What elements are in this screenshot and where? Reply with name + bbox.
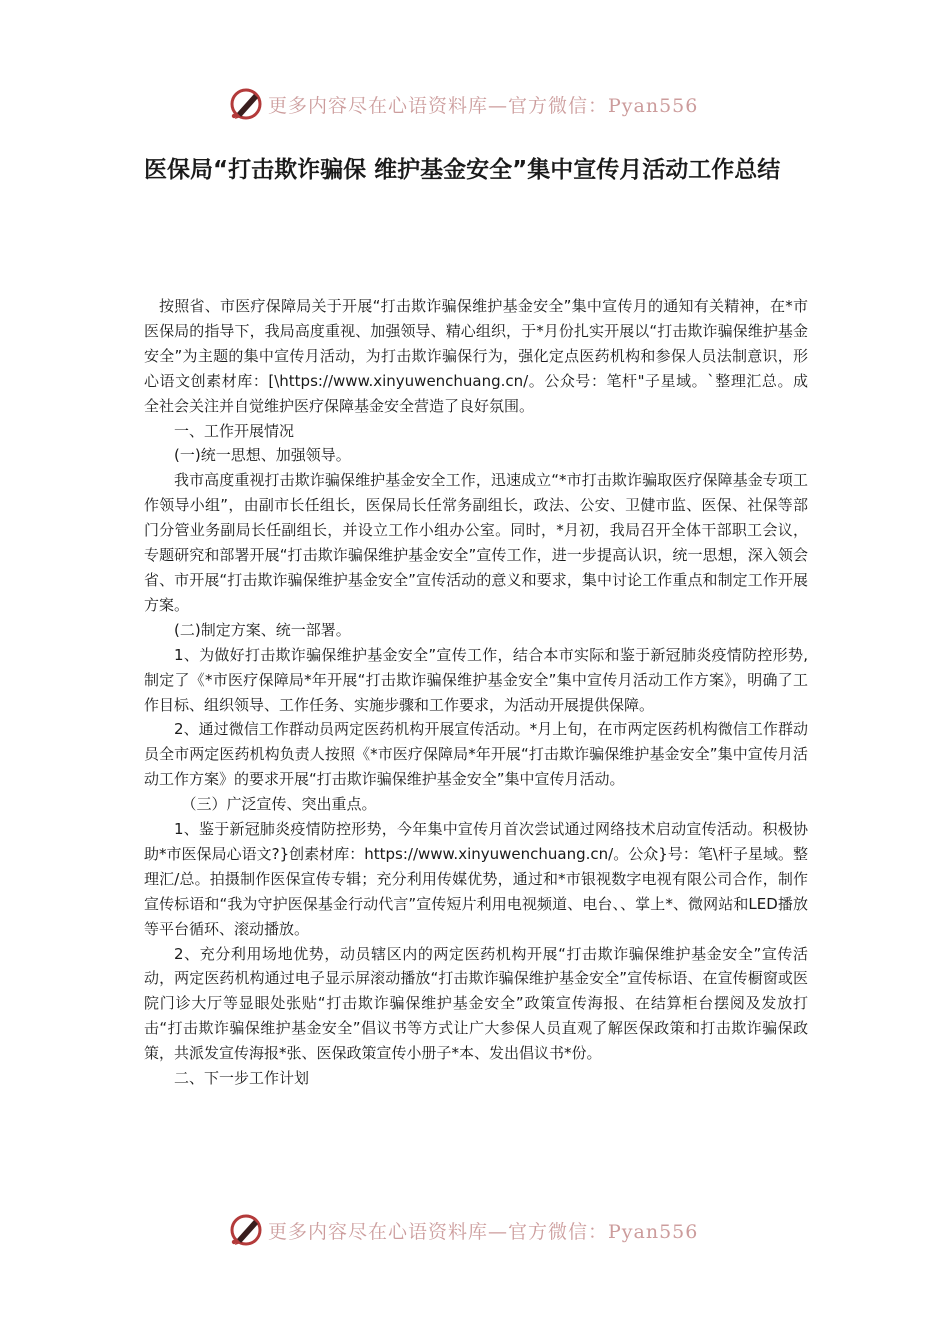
pen-in-circle-icon: [228, 86, 264, 122]
section-heading: 二、下一步工作计划: [174, 1069, 310, 1088]
paragraph: 我市高度重视打击欺诈骗保维护基金安全工作，迅速成立“*市打击欺诈骗取医疗保障基金专项工作领导小组”，由副市长任组长，医保局长任常务副组长，政法、公安、卫健市监、医保、社保等部门分管业务副局长任副组长，并设立工作小组办公室。同时，*月初，我局召开全体干部职工会议，专题研究和部署开展“打击欺诈骗保维护基金安全”宣传工作，进一步提高认识，统一思想，深入领会省、市开展“打击欺诈骗保维护基金安全”宣传活动的意义和要求，集中讨论工作重点和制定工作开展方案。: [144, 471, 808, 614]
paragraph: 2、充分利用场地优势，动员辖区内的两定医药机构开展“打击欺诈骗保维护基金安全”宣传活动，两定医药机构通过电子显示屏滚动播放“打击欺诈骗保维护基金安全”宣传标语、在宣传橱窗或医院门诊大厅等显眼处张贴“打击欺诈骗保维护基金安全”政策宣传海报、在结算柜台摆阅及发放打击“打击欺诈骗保维护基金安全”倡议书等方式让广大参保人员直观了解医保政策和打击欺诈骗保政策，共派发宣传海报*张、医保政策宣传小册子*本、发出倡议书*份。: [144, 944, 808, 1063]
section-heading: 一、工作开展情况: [174, 421, 295, 440]
paragraph: 1、为做好打击欺诈骗保维护基金安全”宣传工作，结合本市实际和鉴于新冠肺炎疫情防控形势,制定了《*市医疗保障局*年开展“打击欺诈骗保维护基金安全”集中宣传月活动工作方案》，明确了工作目标、组织领导、工作任务、实施步骤和工作要求，为活动开展提供保障。: [144, 645, 808, 714]
subsection-heading: (二)制定方案、统一部署。: [174, 620, 351, 639]
banner-text: 更多内容尽在心语资料库—官方微信：Pyan556: [268, 1220, 699, 1243]
paragraph: 1、鉴于新冠肺炎疫情防控形势，今年集中宣传月首次尝试通过网络技术启动宣传活动。积极协助*市医保局心语文?}创素材库：https://www.xinyuwenchuang.cn/。公众}号：笔\杆子星域。整理汇/总。拍摄制作医保宣传专辑；充分利用传媒优势，通过和*市银视数字电视有限公司合作，制作宣传标语和“我为守护医保基金行动代言”宣传短片利用电视频道、电台、、掌上*、微网站和LED播放等平台循环、滚动播放。: [144, 820, 808, 938]
paragraph: 2、通过微信工作群动员两定医药机构开展宣传活动。*月上旬，在市两定医药机构微信工作群动员全市两定医药机构负责人按照《*市医疗保障局*年开展“打击欺诈骗保维护基金安全”集中宣传月活动工作方案》的要求开展“打击欺诈骗保维护基金安全”集中宣传月活动。: [144, 720, 808, 789]
header-banner: [228, 84, 728, 124]
banner-text: 更多内容尽在心语资料库—官方微信：Pyan556: [268, 94, 699, 117]
subsection-heading: （三）广泛宣传、突出重点。: [181, 795, 377, 814]
pen-in-circle-icon: [228, 1212, 264, 1248]
subsection-heading: (一)统一思想、加强领导。: [174, 446, 351, 465]
document-title: 医保局“打击欺诈骗保 维护基金安全”集中宣传月活动工作总结: [144, 157, 781, 183]
document-body: [144, 294, 808, 1091]
paragraph-intro: 按照省、市医疗保障局关于开展“打击欺诈骗保维护基金安全”集中宣传月的通知有关精神，在*市医保局的指导下，我局高度重视、加强领导、精心组织，于*月份扎实开展以“打击欺诈骗保维护基金安全”为主题的集中宣传月活动，为打击欺诈骗保行为，强化定点医药机构和参保人员法制意识，形心语文创素材库：[\https://www.xinyuwenchuang.cn/。公众号：笔杆"子星域。`整理汇总。成全社会关注并自觉维护医疗保障基金安全营造了良好氛围。: [144, 297, 808, 415]
footer-banner: [228, 1210, 728, 1250]
